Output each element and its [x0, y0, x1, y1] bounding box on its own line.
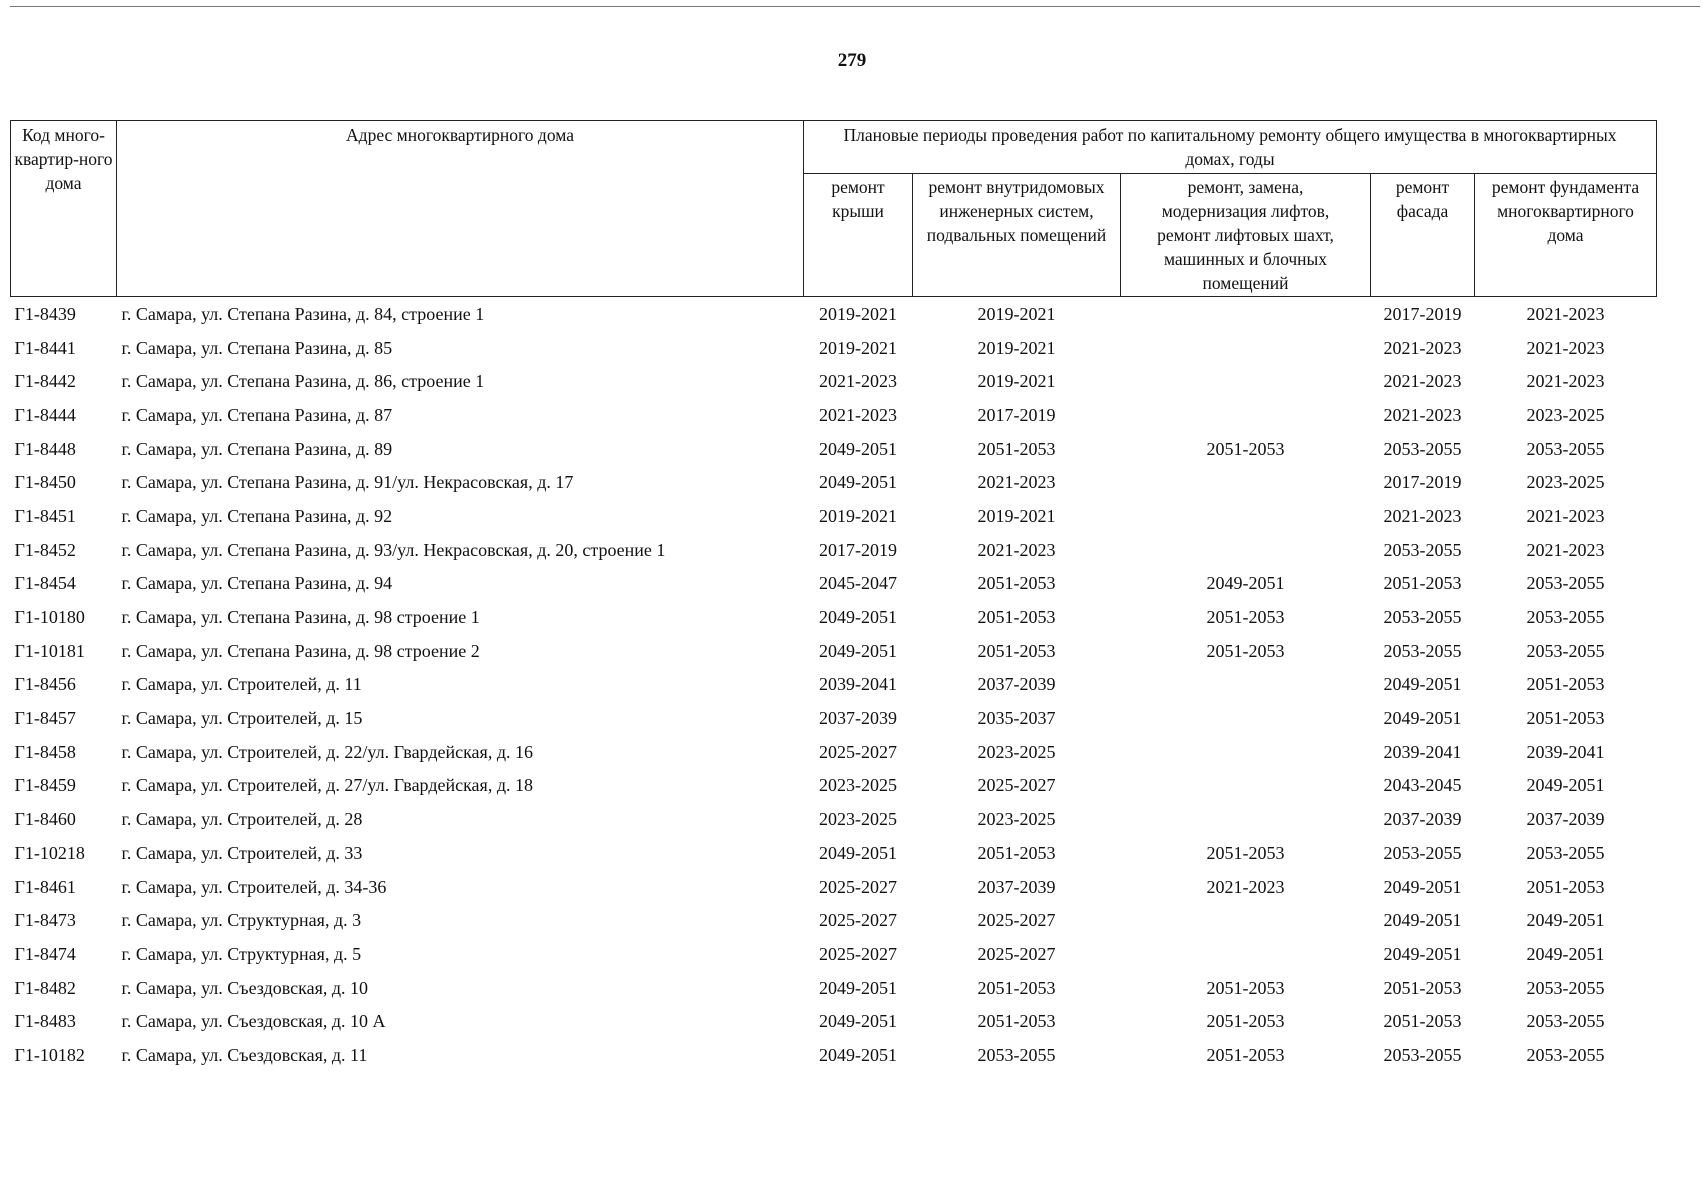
cell-roof: 2025-2027 [819, 876, 897, 897]
cell-address: г. Самара, ул. Строителей, д. 22/ул. Гвардейская, д. 16 [121, 741, 533, 762]
cell-lifts [1121, 735, 1371, 769]
page-number: 279 [837, 50, 867, 71]
cell-code: Г1-8451 [14, 505, 76, 526]
cell-lifts: 2051-2053 [1206, 1011, 1285, 1032]
table-row [11, 600, 1657, 634]
cell-code: Г1-8450 [14, 472, 76, 493]
cell-code: Г1-8482 [14, 977, 76, 998]
cell-roof: 2021-2023 [819, 371, 897, 392]
cell-facade: 2049-2051 [1383, 674, 1462, 695]
cell-foundation: 2039-2041 [1526, 741, 1605, 762]
cell-code: Г1-8442 [14, 371, 76, 392]
cell-roof: 2025-2027 [819, 741, 897, 762]
cell-foundation: 2053-2055 [1526, 438, 1605, 459]
cell-address: г. Самара, ул. Степана Разина, д. 98 строение 2 [121, 640, 480, 661]
cell-roof: 2023-2025 [819, 809, 897, 830]
table-row [11, 971, 1657, 1005]
cell-code: Г1-8473 [14, 910, 76, 931]
cell-address: г. Самара, ул. Степана Разина, д. 89 [121, 438, 393, 459]
table-row [11, 533, 1657, 567]
cell-code: Г1-8448 [14, 438, 76, 459]
cell-lifts [1121, 297, 1371, 331]
cell-address: г. Самара, ул. Степана Разина, д. 87 [121, 404, 393, 425]
header-roof: ремонт крыши [804, 174, 913, 297]
cell-code: Г1-8460 [14, 809, 76, 830]
cell-facade: 2017-2019 [1383, 472, 1462, 493]
cell-foundation: 2023-2025 [1526, 472, 1605, 493]
cell-roof: 2049-2051 [819, 438, 897, 459]
cell-roof: 2025-2027 [819, 910, 897, 931]
cell-roof: 2049-2051 [819, 640, 897, 661]
cell-address: г. Самара, ул. Степана Разина, д. 84, строение 1 [121, 303, 485, 324]
table-row [11, 634, 1657, 668]
cell-foundation: 2049-2051 [1526, 910, 1605, 931]
cell-code: Г1-10181 [14, 640, 85, 661]
header-foundation: ремонт фундамента многоквартирного дома [1475, 174, 1657, 297]
cell-code: Г1-8457 [14, 708, 76, 729]
cell-facade: 2049-2051 [1383, 943, 1462, 964]
cell-foundation: 2053-2055 [1526, 607, 1605, 628]
table-row [11, 668, 1657, 702]
cell-code: Г1-10182 [14, 1044, 85, 1065]
cell-facade: 2043-2045 [1383, 775, 1462, 796]
cell-code: Г1-8461 [14, 876, 76, 897]
cell-lifts: 2051-2053 [1206, 438, 1285, 459]
cell-lifts: 2051-2053 [1206, 1044, 1285, 1065]
cell-code: Г1-8458 [14, 741, 76, 762]
cell-facade: 2039-2041 [1383, 741, 1462, 762]
cell-engineering: 2021-2023 [977, 472, 1056, 493]
cell-lifts [1121, 364, 1371, 398]
header-periods-group: Плановые периоды проведения работ по капитальному ремонту общего имущества в многоквартирных домах, годы [804, 121, 1657, 174]
table-row [11, 1038, 1657, 1072]
cell-address: г. Самара, ул. Строителей, д. 34-36 [121, 876, 387, 897]
cell-roof: 2019-2021 [819, 505, 897, 526]
cell-foundation: 2053-2055 [1526, 977, 1605, 998]
header-engineering: ремонт внутридомовых инженерных систем, подвальных помещений [913, 174, 1121, 297]
cell-lifts: 2051-2053 [1206, 842, 1285, 863]
cell-lifts: 2051-2053 [1206, 607, 1285, 628]
cell-address: г. Самара, ул. Структурная, д. 5 [121, 943, 362, 964]
table-row [11, 432, 1657, 466]
cell-code: Г1-8459 [14, 775, 76, 796]
cell-engineering: 2051-2053 [977, 977, 1056, 998]
cell-foundation: 2037-2039 [1526, 809, 1605, 830]
table-row [11, 465, 1657, 499]
cell-facade: 2037-2039 [1383, 809, 1462, 830]
cell-engineering: 2025-2027 [977, 943, 1056, 964]
cell-facade: 2053-2055 [1383, 539, 1462, 560]
table-row [11, 398, 1657, 432]
cell-lifts: 2051-2053 [1206, 640, 1285, 661]
cell-roof: 2049-2051 [819, 1011, 897, 1032]
table-row [11, 836, 1657, 870]
cell-facade: 2051-2053 [1383, 1011, 1462, 1032]
cell-facade: 2049-2051 [1383, 708, 1462, 729]
header-address: Адрес многоквартирного дома [117, 121, 804, 297]
cell-lifts [1121, 533, 1371, 567]
cell-code: Г1-8474 [14, 943, 76, 964]
cell-roof: 2049-2051 [819, 1044, 897, 1065]
cell-address: г. Самара, ул. Степана Разина, д. 85 [121, 337, 393, 358]
cell-roof: 2045-2047 [819, 573, 897, 594]
cell-facade: 2021-2023 [1383, 337, 1462, 358]
cell-lifts [1121, 398, 1371, 432]
cell-facade: 2049-2051 [1383, 876, 1462, 897]
cell-address: г. Самара, ул. Степана Разина, д. 86, строение 1 [121, 371, 485, 392]
cell-address: г. Самара, ул. Строителей, д. 11 [121, 674, 362, 695]
cell-foundation: 2049-2051 [1526, 943, 1605, 964]
cell-roof: 2025-2027 [819, 943, 897, 964]
cell-foundation: 2051-2053 [1526, 708, 1605, 729]
cell-engineering: 2025-2027 [977, 910, 1056, 931]
cell-code: Г1-10180 [14, 607, 85, 628]
cell-roof: 2019-2021 [819, 337, 897, 358]
cell-roof: 2049-2051 [819, 977, 897, 998]
cell-address: г. Самара, ул. Строителей, д. 33 [121, 842, 363, 863]
cell-lifts: 2049-2051 [1206, 573, 1285, 594]
cell-lifts [1121, 903, 1371, 937]
cell-facade: 2053-2055 [1383, 842, 1462, 863]
header-code: Код много-квартир-ного дома [11, 121, 117, 297]
cell-engineering: 2051-2053 [977, 640, 1056, 661]
cell-address: г. Самара, ул. Структурная, д. 3 [121, 910, 362, 931]
header-lifts: ремонт, замена, модернизация лифтов, ремонт лифтовых шахт, машинных и блочных помещений [1121, 174, 1371, 297]
top-rule [10, 6, 1700, 7]
cell-engineering: 2051-2053 [977, 438, 1056, 459]
table-row [11, 870, 1657, 904]
cell-facade: 2053-2055 [1383, 607, 1462, 628]
cell-roof: 2037-2039 [819, 708, 897, 729]
cell-lifts [1121, 769, 1371, 803]
cell-engineering: 2019-2021 [977, 303, 1056, 324]
repair-schedule-table [10, 120, 1657, 1072]
cell-engineering: 2023-2025 [977, 741, 1056, 762]
cell-engineering: 2019-2021 [977, 505, 1056, 526]
cell-address: г. Самара, ул. Степана Разина, д. 98 строение 1 [121, 607, 480, 628]
cell-engineering: 2053-2055 [977, 1044, 1056, 1065]
cell-foundation: 2053-2055 [1526, 842, 1605, 863]
cell-lifts [1121, 802, 1371, 836]
cell-address: г. Самара, ул. Съездовская, д. 10 [121, 977, 369, 998]
cell-roof: 2049-2051 [819, 472, 897, 493]
cell-foundation: 2049-2051 [1526, 775, 1605, 796]
cell-code: Г1-8483 [14, 1011, 76, 1032]
cell-foundation: 2023-2025 [1526, 404, 1605, 425]
cell-address: г. Самара, ул. Степана Разина, д. 93/ул. Некрасовская, д. 20, строение 1 [121, 539, 666, 560]
cell-facade: 2017-2019 [1383, 303, 1462, 324]
cell-facade: 2049-2051 [1383, 910, 1462, 931]
table-row [11, 903, 1657, 937]
table-row [11, 1004, 1657, 1038]
cell-engineering: 2021-2023 [977, 539, 1056, 560]
cell-lifts [1121, 937, 1371, 971]
cell-code: Г1-8441 [14, 337, 76, 358]
cell-lifts [1121, 465, 1371, 499]
cell-facade: 2053-2055 [1383, 438, 1462, 459]
cell-roof: 2049-2051 [819, 607, 897, 628]
table-row [11, 297, 1657, 331]
cell-lifts: 2021-2023 [1206, 876, 1285, 897]
cell-lifts [1121, 668, 1371, 702]
cell-engineering: 2051-2053 [977, 1011, 1056, 1032]
cell-facade: 2053-2055 [1383, 1044, 1462, 1065]
cell-lifts [1121, 701, 1371, 735]
cell-foundation: 2053-2055 [1526, 640, 1605, 661]
table-row [11, 499, 1657, 533]
cell-facade: 2021-2023 [1383, 505, 1462, 526]
table-row [11, 364, 1657, 398]
cell-facade: 2021-2023 [1383, 371, 1462, 392]
cell-foundation: 2053-2055 [1526, 1011, 1605, 1032]
cell-engineering: 2017-2019 [977, 404, 1056, 425]
cell-lifts: 2051-2053 [1206, 977, 1285, 998]
table-row [11, 937, 1657, 971]
cell-facade: 2021-2023 [1383, 404, 1462, 425]
cell-address: г. Самара, ул. Съездовская, д. 10 А [121, 1011, 386, 1032]
cell-address: г. Самара, ул. Строителей, д. 27/ул. Гвардейская, д. 18 [121, 775, 533, 796]
cell-address: г. Самара, ул. Строителей, д. 28 [121, 809, 363, 830]
table-row [11, 331, 1657, 365]
cell-roof: 2023-2025 [819, 775, 897, 796]
cell-facade: 2051-2053 [1383, 977, 1462, 998]
cell-address: г. Самара, ул. Строителей, д. 15 [121, 708, 363, 729]
table-header [11, 121, 1657, 297]
cell-facade: 2051-2053 [1383, 573, 1462, 594]
cell-roof: 2049-2051 [819, 842, 897, 863]
cell-facade: 2053-2055 [1383, 640, 1462, 661]
cell-engineering: 2025-2027 [977, 775, 1056, 796]
cell-code: Г1-8439 [14, 303, 76, 324]
cell-code: Г1-10218 [14, 842, 85, 863]
cell-engineering: 2037-2039 [977, 876, 1056, 897]
cell-code: Г1-8444 [14, 404, 76, 425]
table-row [11, 802, 1657, 836]
cell-foundation: 2021-2023 [1526, 539, 1605, 560]
cell-engineering: 2019-2021 [977, 371, 1056, 392]
cell-lifts [1121, 331, 1371, 365]
cell-code: Г1-8454 [14, 573, 76, 594]
cell-roof: 2019-2021 [819, 303, 897, 324]
cell-address: г. Самара, ул. Степана Разина, д. 91/ул. Некрасовская, д. 17 [121, 472, 574, 493]
cell-address: г. Самара, ул. Степана Разина, д. 94 [121, 573, 393, 594]
cell-engineering: 2023-2025 [977, 809, 1056, 830]
cell-engineering: 2051-2053 [977, 842, 1056, 863]
cell-lifts [1121, 499, 1371, 533]
cell-foundation: 2051-2053 [1526, 876, 1605, 897]
cell-engineering: 2035-2037 [977, 708, 1056, 729]
table-row [11, 701, 1657, 735]
cell-engineering: 2037-2039 [977, 674, 1056, 695]
cell-foundation: 2021-2023 [1526, 505, 1605, 526]
cell-foundation: 2053-2055 [1526, 573, 1605, 594]
cell-roof: 2039-2041 [819, 674, 897, 695]
cell-foundation: 2021-2023 [1526, 371, 1605, 392]
cell-code: Г1-8456 [14, 674, 76, 695]
cell-address: г. Самара, ул. Степана Разина, д. 92 [121, 505, 393, 526]
header-facade: ремонт фасада [1371, 174, 1475, 297]
cell-engineering: 2051-2053 [977, 573, 1056, 594]
cell-foundation: 2021-2023 [1526, 337, 1605, 358]
cell-roof: 2017-2019 [819, 539, 897, 560]
cell-address: г. Самара, ул. Съездовская, д. 11 [121, 1044, 368, 1065]
cell-foundation: 2021-2023 [1526, 303, 1605, 324]
table-body [11, 297, 1657, 1072]
cell-code: Г1-8452 [14, 539, 76, 560]
cell-foundation: 2051-2053 [1526, 674, 1605, 695]
table-row [11, 567, 1657, 601]
cell-engineering: 2019-2021 [977, 337, 1056, 358]
table-row [11, 769, 1657, 803]
cell-foundation: 2053-2055 [1526, 1044, 1605, 1065]
table-row [11, 735, 1657, 769]
cell-engineering: 2051-2053 [977, 607, 1056, 628]
cell-roof: 2021-2023 [819, 404, 897, 425]
